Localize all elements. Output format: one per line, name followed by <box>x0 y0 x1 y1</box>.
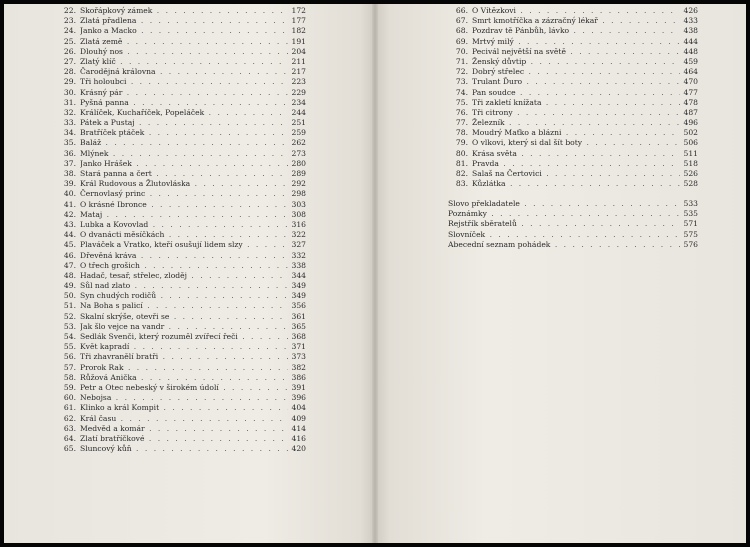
entry-number: 48. <box>63 270 76 280</box>
toc-entry <box>448 47 698 57</box>
entry-title: O krásné Ibronce . . . <box>80 200 288 210</box>
entry-title: Jak šlo vejce na vandr . . . <box>80 322 288 332</box>
entry-number: 65. <box>63 444 76 454</box>
entry-number: 33. <box>63 118 76 128</box>
appendix-entry <box>448 219 698 229</box>
entry-page: 478 <box>683 97 698 107</box>
entry-page: 211 <box>291 56 306 66</box>
entry-page: 404 <box>291 403 306 413</box>
entry-title: Lubka a Kovovlad . . . <box>80 220 288 230</box>
toc-entry <box>448 57 698 67</box>
toc-entry <box>56 108 306 118</box>
entry-title: Tři citrony . . . <box>472 108 680 118</box>
entry-page: 444 <box>683 36 698 46</box>
entry-title: Prorok Rak . . . <box>80 363 288 373</box>
entry-number: 83. <box>455 179 468 189</box>
toc-entry <box>448 108 698 118</box>
entry-page: 396 <box>291 393 306 403</box>
entry-title: O dvanácti měsíčkách . . . <box>80 230 288 240</box>
entry-title: Ženský důvtip . . . <box>472 57 680 67</box>
entry-number: 62. <box>63 413 76 423</box>
entry-title: Tři holoubci . . . <box>80 77 288 87</box>
entry-title: Skořápkový zámek . . . <box>80 6 288 16</box>
toc-entry <box>56 363 306 373</box>
entry-title: Dřevěná kráva . . . <box>80 251 288 261</box>
entry-number: 80. <box>455 148 468 158</box>
entry-page: 533 <box>683 199 698 208</box>
entry-title: Krásný pár . . . <box>80 88 288 98</box>
entry-page: 344 <box>291 270 306 280</box>
entry-page: 470 <box>683 77 698 87</box>
entry-number: 31. <box>63 97 76 107</box>
entry-page: 332 <box>291 250 306 260</box>
toc-entry <box>56 414 306 424</box>
toc-entry <box>56 220 306 230</box>
entry-page: 506 <box>683 138 698 148</box>
entry-page: 487 <box>683 107 698 117</box>
entry-title: Bratříček ptáček . . . <box>80 128 288 138</box>
entry-page: 298 <box>291 189 306 199</box>
appendix-entry <box>448 230 698 240</box>
entry-number: 52. <box>63 311 76 321</box>
entry-page: 322 <box>291 230 306 240</box>
entry-page: 535 <box>683 209 698 219</box>
toc-entry <box>448 77 698 87</box>
entry-title: Petr a Otec nebeský v širokém údolí . . . <box>80 383 288 393</box>
entry-page: 338 <box>291 260 306 270</box>
entry-page: 349 <box>291 281 306 291</box>
entry-page: 420 <box>291 444 306 454</box>
entry-title: Dlouhý nos . . . <box>80 47 288 57</box>
toc-appendix-list <box>448 199 698 250</box>
toc-entry <box>56 251 306 261</box>
entry-page: 356 <box>291 301 306 311</box>
entry-number: 23. <box>63 16 76 26</box>
entry-title: Smrt kmotříčka a zázračný lékař . . . <box>472 16 680 26</box>
entry-number: 70. <box>455 46 468 56</box>
entry-title: Na Boha s palicí . . . <box>80 301 288 311</box>
entry-title: Zlatá země . . . <box>80 37 288 47</box>
toc-entry <box>56 98 306 108</box>
entry-number: 32. <box>63 107 76 117</box>
entry-title: Medvěd a komár . . . <box>80 424 288 434</box>
entry-number: 38. <box>63 169 76 178</box>
entry-title: Klinko a král Kompit . . . <box>80 403 288 413</box>
entry-page: 303 <box>291 199 306 209</box>
toc-entry <box>56 37 306 47</box>
toc-entry <box>56 149 306 159</box>
entry-page: 316 <box>291 219 306 229</box>
toc-entry <box>56 210 306 220</box>
entry-page: 448 <box>683 46 698 56</box>
toc-entry <box>448 98 698 108</box>
entry-title: Trulant Ďuro . . . <box>472 77 680 87</box>
entry-title: Pozdrav tě Pánbůh, lávko . . . <box>472 26 680 36</box>
entry-page: 571 <box>683 219 698 229</box>
entry-page: 251 <box>291 118 306 128</box>
toc-entry <box>56 332 306 342</box>
entry-page: 477 <box>683 87 698 97</box>
entry-number: 42. <box>63 209 76 219</box>
toc-entry <box>448 179 698 189</box>
toc-entry <box>56 230 306 240</box>
toc-entry <box>56 312 306 322</box>
entry-page: 391 <box>291 382 306 392</box>
entry-number: 26. <box>63 46 76 56</box>
toc-entry <box>56 16 306 26</box>
entry-number: 40. <box>63 189 76 199</box>
toc-entry <box>56 352 306 362</box>
entry-page: 386 <box>291 372 306 382</box>
entry-title: O třech grošich . . . <box>80 261 288 271</box>
entry-page: 262 <box>291 138 306 148</box>
entry-title: Růžová Anička . . . <box>80 373 288 383</box>
entry-number: 58. <box>63 372 76 382</box>
entry-number: 73. <box>455 77 468 87</box>
toc-list-right <box>448 6 698 189</box>
entry-page: 518 <box>683 158 698 168</box>
entry-title: Mrtvý milý . . . <box>472 37 680 47</box>
entry-page: 273 <box>291 148 306 158</box>
entry-page: 223 <box>291 77 306 87</box>
entry-number: 35. <box>63 138 76 148</box>
entry-title: Mlýnek . . . <box>80 149 288 159</box>
entry-title: Janko Hrášek . . . <box>80 159 288 169</box>
entry-page: 426 <box>683 6 698 15</box>
entry-title: Pan soudce . . . <box>472 88 680 98</box>
entry-page: 433 <box>683 16 698 26</box>
entry-number: 55. <box>63 342 76 352</box>
entry-number: 57. <box>63 362 76 372</box>
toc-entry <box>56 444 306 454</box>
entry-title: Krása světa . . . <box>472 149 680 159</box>
entry-number: 41. <box>63 199 76 209</box>
entry-page: 511 <box>683 148 698 158</box>
entry-title: O vlkovi, který si dal šít boty . . . <box>472 138 680 148</box>
toc-entry <box>448 159 698 169</box>
entry-page: 177 <box>291 16 306 26</box>
entry-number: 29. <box>63 77 76 87</box>
toc-entry <box>56 6 306 16</box>
appendix-entry <box>448 209 698 219</box>
toc-entry <box>448 67 698 77</box>
toc-entry <box>56 271 306 281</box>
entry-title: Králíček, Kuchaříček, Popeláček . . . <box>80 108 288 118</box>
entry-number: 76. <box>455 107 468 117</box>
entry-page: 368 <box>291 332 306 341</box>
entry-title: Černovlasý princ . . . <box>80 189 288 199</box>
entry-page: 349 <box>291 291 306 301</box>
entry-number: 45. <box>63 240 76 250</box>
toc-entry <box>448 128 698 138</box>
entry-page: 575 <box>683 229 698 239</box>
entry-title: Zlatá přadlena . . . <box>80 16 288 26</box>
entry-number: 60. <box>63 393 76 403</box>
entry-number: 77. <box>455 118 468 128</box>
toc-entry <box>448 6 698 16</box>
entry-title: Rejstřík sběratelů . . . <box>448 219 680 229</box>
toc-entry <box>56 47 306 57</box>
entry-page: 361 <box>291 311 306 321</box>
entry-title: Zlatý klíč . . . <box>80 57 288 67</box>
entry-number: 39. <box>63 179 76 189</box>
appendix-entry <box>448 199 698 209</box>
entry-number: 50. <box>63 291 76 301</box>
entry-title: Mataj . . . <box>80 210 288 220</box>
entry-title: Sluncový kůň . . . <box>80 444 288 454</box>
entry-number: 64. <box>63 433 76 443</box>
entry-number: 81. <box>455 158 468 168</box>
entry-page: 259 <box>291 128 306 138</box>
entry-title: Zlatí bratříčkové . . . <box>80 434 288 444</box>
entry-title: Poznámky . . . <box>448 209 680 219</box>
entry-title: Salaš na Čertovici . . . <box>472 169 680 179</box>
entry-title: Baláž . . . <box>80 138 288 148</box>
toc-entry <box>56 322 306 332</box>
toc-entry <box>56 424 306 434</box>
entry-number: 30. <box>63 87 76 97</box>
entry-page: 382 <box>291 362 306 372</box>
entry-title: Skalní skrýše, otevři se . . . <box>80 312 288 322</box>
toc-entry <box>56 88 306 98</box>
book-gutter <box>372 4 378 543</box>
entry-title: Syn chudých rodičů . . . <box>80 291 288 301</box>
entry-page: 229 <box>291 87 306 97</box>
entry-page: 528 <box>683 179 698 189</box>
toc-entry <box>56 261 306 271</box>
toc-entry <box>448 149 698 159</box>
toc-entry <box>56 169 306 179</box>
entry-page: 373 <box>291 352 306 362</box>
entry-number: 59. <box>63 382 76 392</box>
entry-page: 496 <box>683 118 698 128</box>
entry-number: 68. <box>455 26 468 36</box>
entry-page: 280 <box>291 158 306 168</box>
entry-title: Stará panna a čert . . . <box>80 169 288 179</box>
entry-title: Železník . . . <box>472 118 680 128</box>
entry-number: 43. <box>63 219 76 229</box>
entry-title: Kůzlátka . . . <box>472 179 680 189</box>
entry-number: 24. <box>63 26 76 36</box>
toc-entry <box>56 57 306 67</box>
entry-title: Král času . . . <box>80 414 288 424</box>
toc-entry <box>56 179 306 189</box>
entry-number: 37. <box>63 158 76 168</box>
entry-number: 47. <box>63 260 76 270</box>
entry-page: 371 <box>291 342 306 352</box>
entry-page: 414 <box>291 423 306 433</box>
entry-page: 365 <box>291 321 306 331</box>
toc-entry <box>56 393 306 403</box>
entry-number: 67. <box>455 16 468 26</box>
toc-entry <box>448 169 698 179</box>
entry-number: 34. <box>63 128 76 138</box>
entry-number: 75. <box>455 97 468 107</box>
entry-title: Slovníček . . . <box>448 230 680 240</box>
entry-number: 25. <box>63 36 76 46</box>
appendix-entry <box>448 240 698 250</box>
entry-number: 69. <box>455 36 468 46</box>
entry-number: 44. <box>63 230 76 240</box>
toc-entry <box>56 118 306 128</box>
entry-number: 82. <box>455 169 468 178</box>
entry-number: 27. <box>63 56 76 66</box>
toc-entry <box>56 200 306 210</box>
toc-entry <box>56 240 306 250</box>
toc-entry <box>56 281 306 291</box>
entry-page: 191 <box>291 36 306 46</box>
entry-title: Sůl nad zlato . . . <box>80 281 288 291</box>
entry-page: 217 <box>291 67 306 77</box>
entry-title: Nebojsa . . . <box>80 393 288 403</box>
toc-entry <box>56 67 306 77</box>
entry-title: Květ kapradí . . . <box>80 342 288 352</box>
entry-number: 53. <box>63 321 76 331</box>
toc-entry <box>56 342 306 352</box>
toc-entry <box>56 138 306 148</box>
entry-page: 526 <box>683 169 698 178</box>
toc-entry <box>448 26 698 36</box>
entry-page: 327 <box>291 240 306 250</box>
toc-entry <box>448 16 698 26</box>
entry-number: 71. <box>455 56 468 66</box>
entry-number: 49. <box>63 281 76 291</box>
entry-page: 204 <box>291 46 306 56</box>
toc-entry <box>56 301 306 311</box>
toc-entry <box>56 434 306 444</box>
entry-number: 54. <box>63 332 76 341</box>
entry-title: Král Rudovous a Žlutovláska . . . <box>80 179 288 189</box>
entry-title: Pecivál největší na světě . . . <box>472 47 680 57</box>
toc-entry <box>56 383 306 393</box>
entry-number: 22. <box>63 6 76 15</box>
toc-entry <box>448 37 698 47</box>
entry-page: 182 <box>291 26 306 36</box>
entry-page: 416 <box>291 433 306 443</box>
entry-number: 56. <box>63 352 76 362</box>
entry-page: 234 <box>291 97 306 107</box>
entry-title: Tři zhavranělí bratři . . . <box>80 352 288 362</box>
entry-number: 72. <box>455 67 468 77</box>
toc-entry <box>448 118 698 128</box>
toc-entry <box>56 77 306 87</box>
entry-title: Tři zakletí knížata . . . <box>472 98 680 108</box>
toc-list-left <box>56 6 306 454</box>
entry-number: 61. <box>63 403 76 413</box>
entry-title: Pyšná panna . . . <box>80 98 288 108</box>
entry-number: 66. <box>455 6 468 15</box>
entry-title: Dobrý střelec . . . <box>472 67 680 77</box>
entry-page: 308 <box>291 209 306 219</box>
entry-page: 576 <box>683 239 698 249</box>
toc-entry <box>56 128 306 138</box>
toc-entry <box>56 373 306 383</box>
entry-page: 292 <box>291 179 306 189</box>
toc-entry <box>56 403 306 413</box>
entry-title: Čarodějná královna . . . <box>80 67 288 77</box>
toc-entry <box>448 138 698 148</box>
entry-number: 36. <box>63 148 76 158</box>
entry-number: 46. <box>63 250 76 260</box>
entry-title: Pravda . . . <box>472 159 680 169</box>
entry-number: 79. <box>455 138 468 148</box>
toc-entry <box>56 291 306 301</box>
toc-entry <box>56 26 306 36</box>
entry-page: 289 <box>291 169 306 178</box>
entry-page: 438 <box>683 26 698 36</box>
entry-title: Abecední seznam pohádek . . . <box>448 240 680 250</box>
entry-page: 244 <box>291 107 306 117</box>
entry-title: Hadač, tesař, střelec, zloděj . . . <box>80 271 288 281</box>
toc-entry <box>56 159 306 169</box>
entry-title: Janko a Macko . . . <box>80 26 288 36</box>
entry-page: 172 <box>291 6 306 15</box>
entry-page: 502 <box>683 128 698 138</box>
entry-title: Pátek a Pustaj . . . <box>80 118 288 128</box>
entry-page: 459 <box>683 56 698 66</box>
entry-title: Sedlák Svenči, který rozuměl zvířecí řeči . . . <box>80 332 288 342</box>
entry-title: Slovo překladatele . . . <box>448 199 680 209</box>
entry-number: 78. <box>455 128 468 138</box>
entry-number: 63. <box>63 423 76 433</box>
entry-page: 409 <box>291 413 306 423</box>
entry-title: Moudrý Maťko a blázni . . . <box>472 128 680 138</box>
entry-number: 51. <box>63 301 76 311</box>
toc-entry <box>56 189 306 199</box>
toc-entry <box>448 88 698 98</box>
entry-title: Plaváček a Vratko, kteří osušují lidem slzy . . . <box>80 240 288 250</box>
entry-title: O Vítězkovi . . . <box>472 6 680 16</box>
entry-page: 464 <box>683 67 698 77</box>
entry-number: 28. <box>63 67 76 77</box>
entry-number: 74. <box>455 87 468 97</box>
